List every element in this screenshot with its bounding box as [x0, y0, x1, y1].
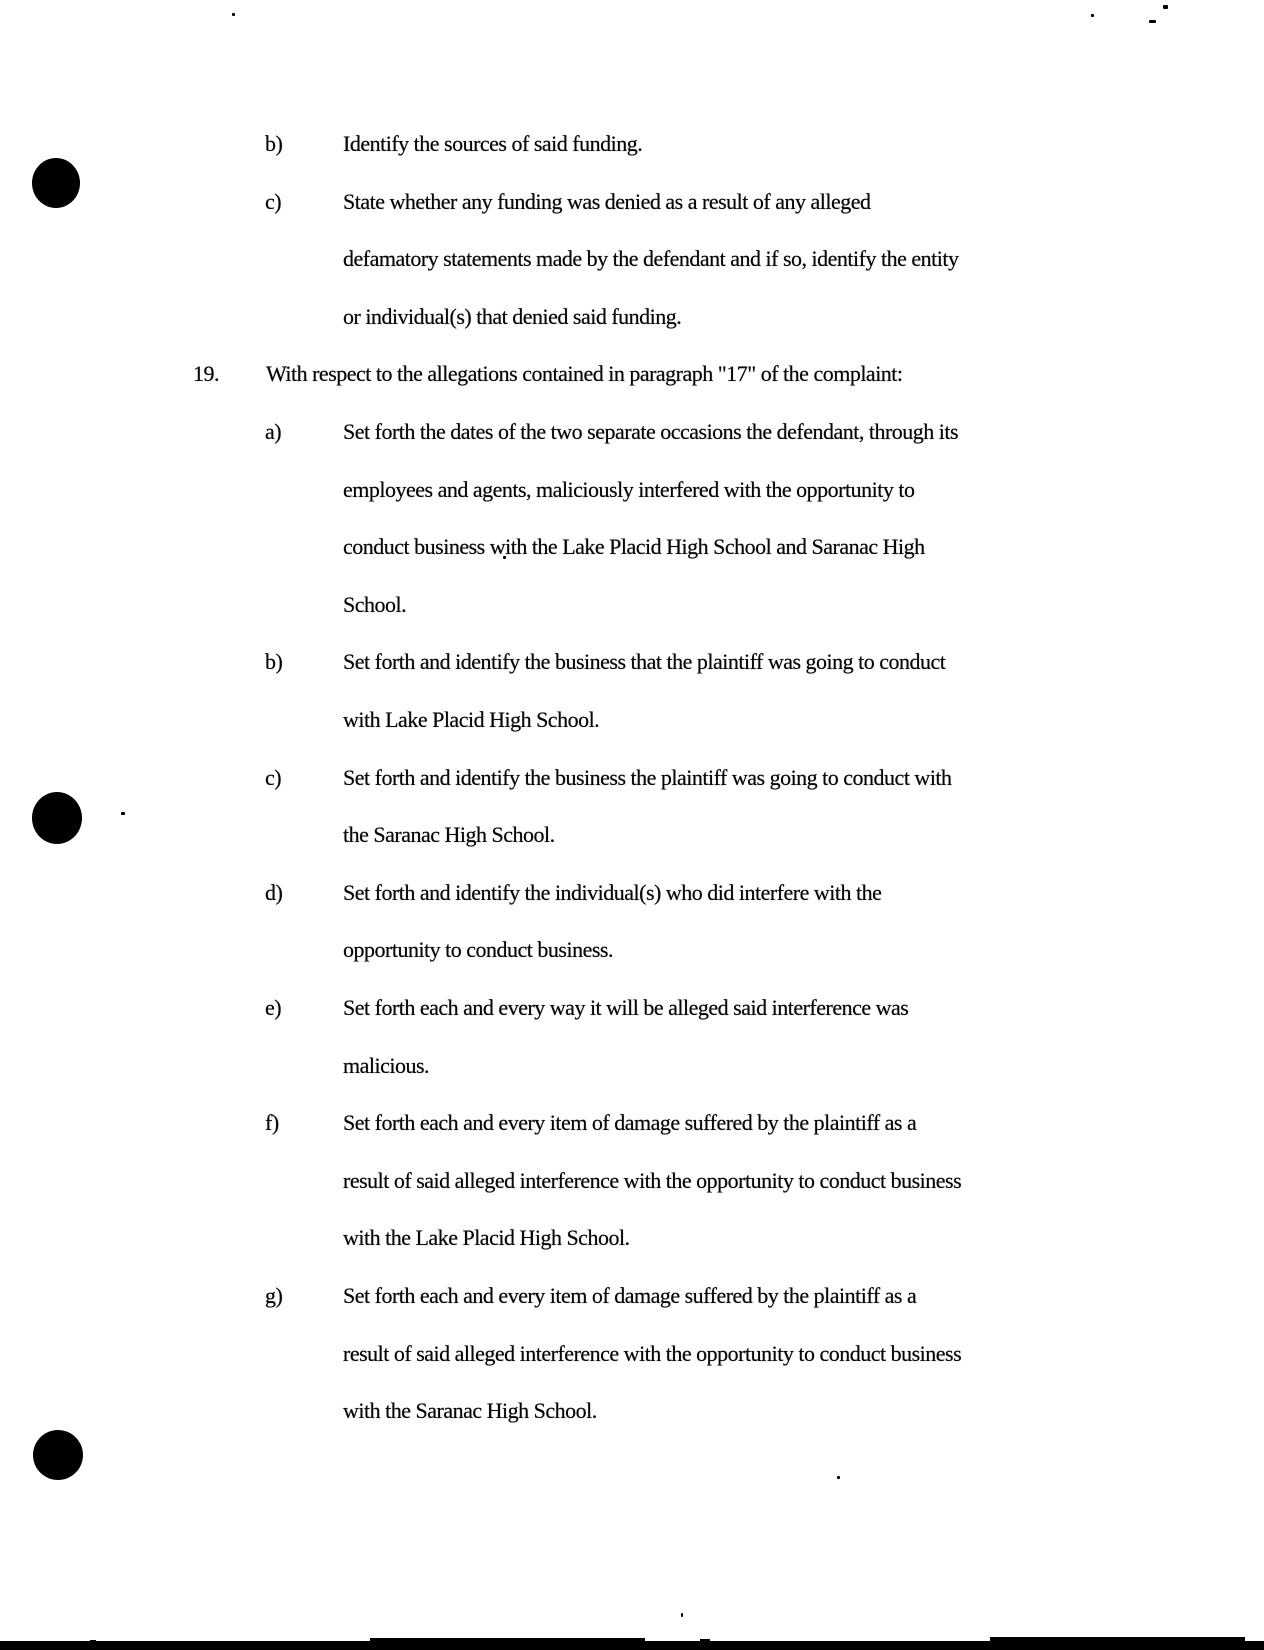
scan-edge-bar-ragged	[990, 1637, 1245, 1642]
item-line-text: Set forth each and every item of damage suffered by the plaintiff as a	[343, 1283, 917, 1308]
item-line-text: defamatory statements made by the defendant and if so, identify the entity	[343, 246, 959, 271]
item-line-text: Set forth and identify the individual(s) who did interfere with the	[343, 880, 882, 905]
item-label: g)	[265, 1283, 283, 1308]
scan-speck	[1163, 5, 1168, 9]
item-line-text: Set forth and identify the business that the plaintiff was going to conduct	[343, 649, 946, 674]
item-line-text: the Saranac High School.	[343, 822, 555, 847]
item-line-text: Set forth the dates of the two separate occasions the defendant, through its	[343, 419, 959, 444]
item-line-text: with the Saranac High School.	[343, 1398, 597, 1423]
item-label: c)	[265, 765, 282, 790]
scan-speck	[837, 1476, 840, 1479]
item-line-text: School.	[343, 592, 407, 617]
item-line-text: Set forth each and every way it will be alleged said interference was	[343, 995, 909, 1020]
item-line-text: conduct business with the Lake Placid High School and Saranac High	[343, 534, 925, 559]
item-label: b)	[265, 649, 283, 674]
scan-speck	[681, 1613, 683, 1617]
scan-speck	[1091, 14, 1094, 17]
scan-edge-bar-ragged	[370, 1638, 645, 1642]
scan-edge-bar-ragged	[90, 1640, 96, 1642]
item-line-text: malicious.	[343, 1053, 430, 1078]
item-line-text: result of said alleged interference with the opportunity to conduct business	[343, 1168, 962, 1193]
hole-punch-mark	[33, 1430, 83, 1480]
item-label: e)	[265, 995, 282, 1020]
item-label: a)	[265, 419, 282, 444]
scan-speck	[1149, 20, 1156, 23]
item-line-text: Set forth each and every item of damage suffered by the plaintiff as a	[343, 1110, 917, 1135]
item-line-text: opportunity to conduct business.	[343, 937, 613, 962]
item-line-text: State whether any funding was denied as a result of any alleged	[343, 189, 871, 214]
item-line-text: result of said alleged interference with the opportunity to conduct business	[343, 1341, 962, 1366]
scan-edge-bar	[0, 1641, 1264, 1650]
scan-speck	[232, 13, 235, 16]
item-line-text: or individual(s) that denied said funding.	[343, 304, 682, 329]
item-line-text: employees and agents, maliciously interfered with the opportunity to	[343, 477, 915, 502]
item-line-text: With respect to the allegations contained in paragraph "17" of the complaint:	[266, 361, 903, 386]
hole-punch-mark	[32, 792, 82, 844]
scan-edge-bar-ragged	[700, 1639, 710, 1642]
item-line-text: Identify the sources of said funding.	[343, 131, 643, 156]
item-label: f)	[265, 1110, 279, 1135]
item-label: d)	[265, 880, 283, 905]
item-label: c)	[265, 189, 282, 214]
item-line-text: with the Lake Placid High School.	[343, 1225, 630, 1250]
item-label: b)	[265, 131, 283, 156]
scan-speck	[121, 812, 125, 815]
hole-punch-mark	[32, 158, 80, 208]
item-label: 19.	[193, 361, 219, 386]
item-line-text: Set forth and identify the business the plaintiff was going to conduct with	[343, 765, 952, 790]
item-line-text: with Lake Placid High School.	[343, 707, 600, 732]
